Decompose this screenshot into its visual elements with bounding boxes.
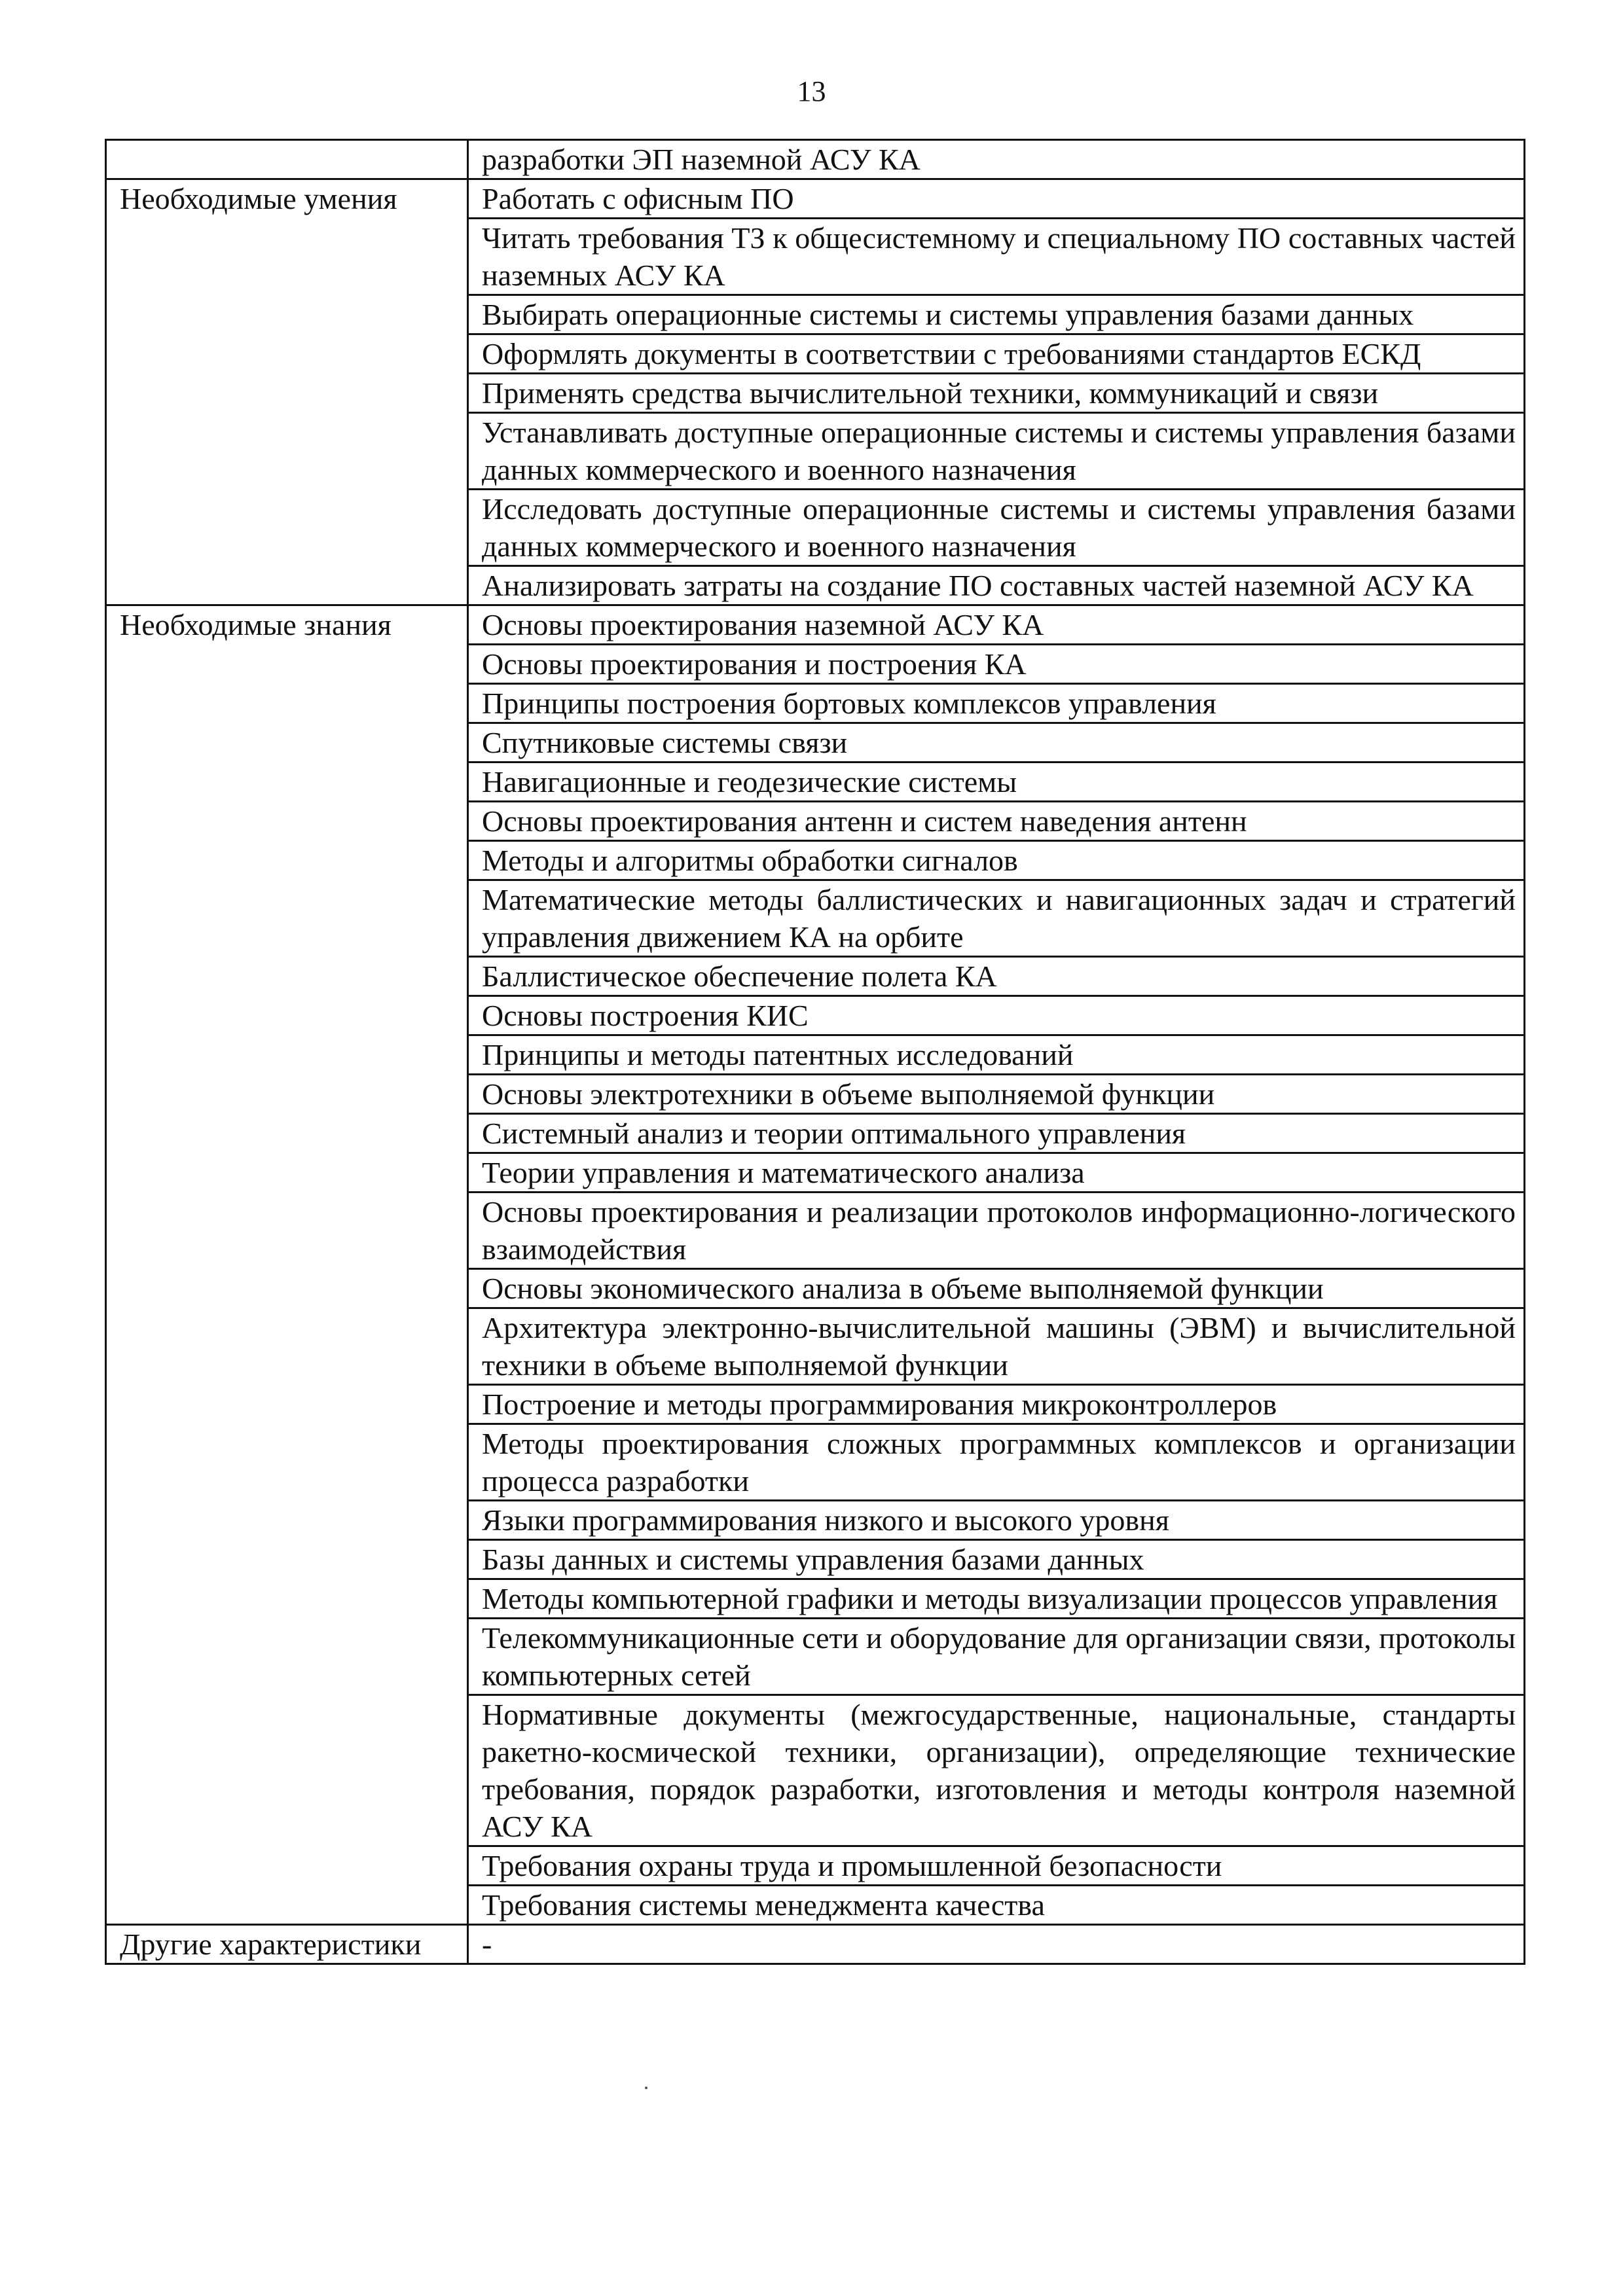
knowledge-item: Системный анализ и теории оптимального управления	[468, 1114, 1525, 1153]
knowledge-item: Построение и методы программирования микроконтроллеров	[468, 1385, 1525, 1424]
page-number: 13	[797, 75, 826, 107]
knowledge-item: Языки программирования низкого и высокого уровня	[468, 1501, 1525, 1540]
knowledge-item: Принципы построения бортовых комплексов управления	[468, 684, 1525, 723]
knowledge-item: Методы проектирования сложных программных комплексов и организации процесса разработки	[468, 1424, 1525, 1501]
knowledge-item: Телекоммуникационные сети и оборудование для организации связи, протоколы компьютерных сетей	[468, 1619, 1525, 1695]
knowledge-item: Основы экономического анализа в объеме выполняемой функции	[468, 1269, 1525, 1308]
knowledge-item: Баллистическое обеспечение полета КА	[468, 957, 1525, 996]
knowledge-item: Требования системы менеджмента качества	[468, 1886, 1525, 1925]
knowledge-item: Теории управления и математического анализа	[468, 1153, 1525, 1193]
knowledge-item: Методы компьютерной графики и методы визуализации процессов управления	[468, 1579, 1525, 1619]
knowledge-item: Основы проектирования и построения КА	[468, 645, 1525, 684]
knowledge-item: Нормативные документы (межгосударственные, национальные, стандарты ракетно-космической техники, организации), определяющие технические требования, порядок разработки, изготовления и методы контроля наземной АСУ КА	[468, 1695, 1525, 1846]
table-row	[106, 140, 1525, 179]
skills-item: Оформлять документы в соответствии с требованиями стандартов ЕСКД	[468, 334, 1525, 374]
row-label	[106, 140, 468, 179]
skills-item: Читать требования ТЗ к общесистемному и специальному ПО составных частей наземных АСУ КА	[468, 219, 1525, 295]
knowledge-item: Навигационные и геодезические системы	[468, 762, 1525, 802]
table-row	[106, 605, 1525, 645]
skills-item: Работать с офисным ПО	[468, 179, 1525, 219]
skills-label: Необходимые умения	[106, 179, 468, 605]
skills-item: Анализировать затраты на создание ПО составных частей наземной АСУ КА	[468, 566, 1525, 605]
knowledge-item: Архитектура электронно-вычислительной машины (ЭВМ) и вычислительной техники в объеме выполняемой функции	[468, 1308, 1525, 1385]
knowledge-label: Необходимые знания	[106, 605, 468, 1925]
knowledge-item: Основы проектирования и реализации протоколов информационно-логического взаимодействия	[468, 1193, 1525, 1269]
knowledge-item: Принципы и методы патентных исследований	[468, 1035, 1525, 1075]
table-row	[106, 179, 1525, 219]
knowledge-item: Основы проектирования наземной АСУ КА	[468, 605, 1525, 645]
knowledge-item: Спутниковые системы связи	[468, 723, 1525, 762]
knowledge-item: Основы проектирования антенн и систем наведения антенн	[468, 802, 1525, 841]
scan-dot	[645, 2087, 647, 2089]
table-row	[106, 1925, 1525, 1964]
other-value: -	[468, 1925, 1525, 1964]
knowledge-item: Основы электротехники в объеме выполняемой функции	[468, 1075, 1525, 1114]
skills-item: Выбирать операционные системы и системы управления базами данных	[468, 295, 1525, 334]
knowledge-item: Требования охраны труда и промышленной безопасности	[468, 1846, 1525, 1886]
skills-item: Применять средства вычислительной техники, коммуникаций и связи	[468, 374, 1525, 413]
requirements-table	[105, 139, 1525, 1965]
row-value: разработки ЭП наземной АСУ КА	[468, 140, 1525, 179]
skills-item: Устанавливать доступные операционные системы и системы управления базами данных коммерческого и военного назначения	[468, 413, 1525, 490]
skills-item: Исследовать доступные операционные системы и системы управления базами данных коммерческого и военного назначения	[468, 490, 1525, 566]
knowledge-item: Базы данных и системы управления базами данных	[468, 1540, 1525, 1579]
knowledge-item: Математические методы баллистических и навигационных задач и стратегий управления движением КА на орбите	[468, 880, 1525, 957]
other-label: Другие характеристики	[106, 1925, 468, 1964]
knowledge-item: Методы и алгоритмы обработки сигналов	[468, 841, 1525, 880]
knowledge-item: Основы построения КИС	[468, 996, 1525, 1035]
